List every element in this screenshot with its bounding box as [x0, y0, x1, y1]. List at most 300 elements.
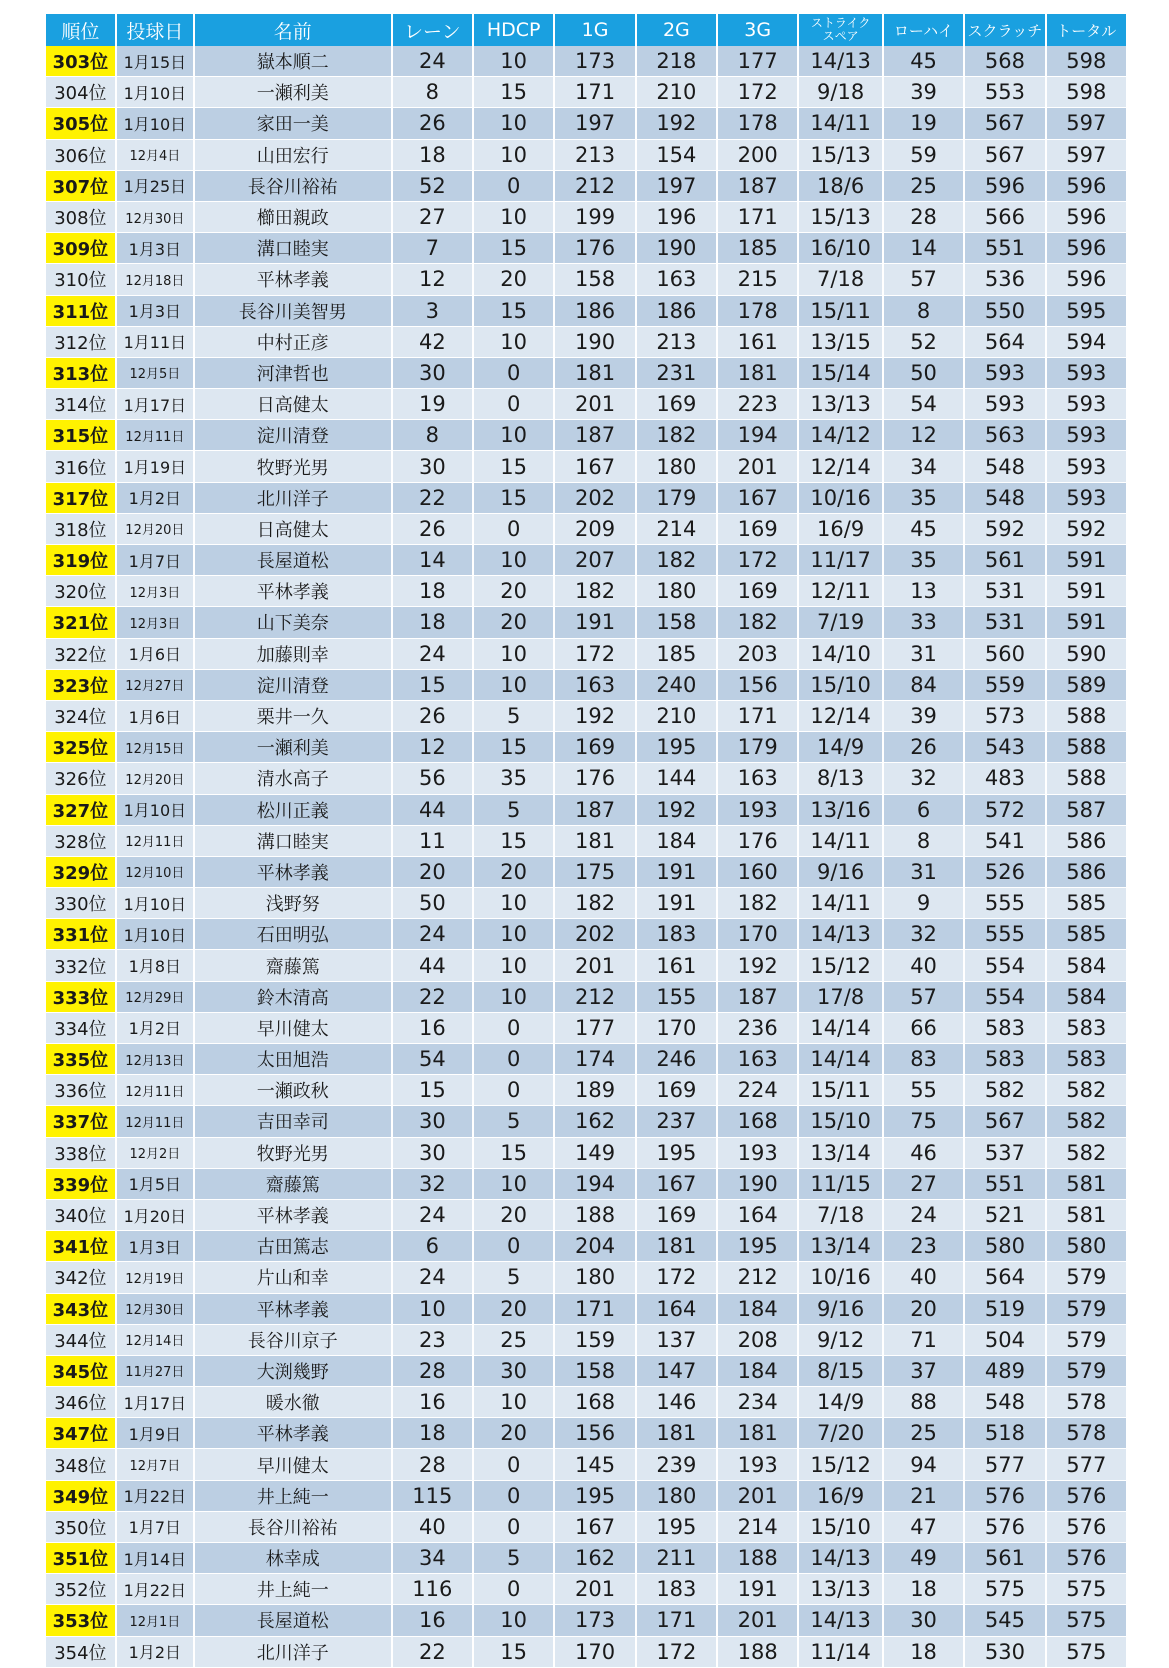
cell-game1: 168: [555, 1387, 634, 1418]
cell-hdcp: 10: [474, 202, 553, 233]
cell-strike-spare: 15/11: [799, 296, 882, 327]
cell-strike-spare: 7/19: [799, 607, 882, 638]
cell-game2: 237: [637, 1106, 716, 1137]
cell-name: 溝口睦実: [195, 826, 391, 857]
cell-low-high: 45: [884, 46, 963, 77]
cell-low-high: 50: [884, 358, 963, 389]
cell-date: 1月10日: [117, 77, 193, 108]
cell-strike-spare: 9/12: [799, 1325, 882, 1356]
cell-date: 1月10日: [117, 108, 193, 139]
cell-date: 12月11日: [117, 420, 193, 451]
cell-lane: 23: [393, 1325, 472, 1356]
cell-low-high: 23: [884, 1231, 963, 1262]
cell-low-high: 18: [884, 1574, 963, 1605]
header-lane: レーン: [393, 14, 472, 46]
table-row: [46, 1075, 1126, 1106]
cell-scratch: 575: [965, 1574, 1044, 1605]
cell-strike-spare: 14/9: [799, 732, 882, 763]
cell-lane: 12: [393, 264, 472, 295]
cell-date: 12月5日: [117, 358, 193, 389]
cell-low-high: 6: [884, 795, 963, 826]
cell-game3: 163: [718, 763, 797, 794]
cell-game1: 202: [555, 483, 634, 514]
cell-low-high: 24: [884, 1200, 963, 1231]
cell-game1: 199: [555, 202, 634, 233]
cell-game1: 162: [555, 1543, 634, 1574]
cell-name: 長谷川京子: [195, 1325, 391, 1356]
cell-game3: 201: [718, 1481, 797, 1512]
table-row: [46, 264, 1126, 295]
header-rank: 順位: [46, 14, 115, 46]
cell-game2: 158: [637, 607, 716, 638]
cell-rank: 332位: [46, 950, 115, 981]
cell-low-high: 37: [884, 1356, 963, 1387]
cell-game2: 181: [637, 1418, 716, 1449]
cell-game3: 163: [718, 1044, 797, 1075]
cell-rank: 317位: [46, 483, 115, 514]
cell-game2: 195: [637, 732, 716, 763]
cell-hdcp: 20: [474, 607, 553, 638]
cell-name: 北川洋子: [195, 1637, 391, 1668]
cell-total: 580: [1047, 1231, 1126, 1262]
cell-game3: 187: [718, 171, 797, 202]
cell-game2: 146: [637, 1387, 716, 1418]
cell-scratch: 554: [965, 982, 1044, 1013]
cell-game3: 172: [718, 545, 797, 576]
cell-name: 平林孝義: [195, 1294, 391, 1325]
cell-date: 1月3日: [117, 233, 193, 264]
cell-game1: 170: [555, 1637, 634, 1668]
cell-name: 井上純一: [195, 1481, 391, 1512]
cell-total: 575: [1047, 1574, 1126, 1605]
cell-game1: 158: [555, 1356, 634, 1387]
cell-game1: 201: [555, 950, 634, 981]
table-row: [46, 1044, 1126, 1075]
table-row: [46, 1387, 1126, 1418]
cell-scratch: 580: [965, 1231, 1044, 1262]
cell-date: 1月7日: [117, 1512, 193, 1543]
cell-total: 596: [1047, 202, 1126, 233]
cell-strike-spare: 15/14: [799, 358, 882, 389]
cell-date: 12月4日: [117, 140, 193, 171]
cell-game2: 182: [637, 420, 716, 451]
table-row: [46, 420, 1126, 451]
cell-strike-spare: 15/11: [799, 1075, 882, 1106]
table-row: [46, 1637, 1126, 1668]
cell-total: 582: [1047, 1075, 1126, 1106]
cell-rank: 330位: [46, 888, 115, 919]
cell-game3: 193: [718, 1449, 797, 1480]
cell-rank: 327位: [46, 795, 115, 826]
cell-scratch: 554: [965, 950, 1044, 981]
cell-game1: 192: [555, 701, 634, 732]
cell-rank: 306位: [46, 140, 115, 171]
cell-name: 井上純一: [195, 1574, 391, 1605]
cell-date: 11月27日: [117, 1356, 193, 1387]
cell-date: 1月10日: [117, 919, 193, 950]
cell-name: 山田宏行: [195, 140, 391, 171]
cell-game2: 214: [637, 514, 716, 545]
cell-rank: 337位: [46, 1106, 115, 1137]
cell-low-high: 32: [884, 919, 963, 950]
cell-game1: 187: [555, 795, 634, 826]
cell-name: 長谷川裕祐: [195, 1512, 391, 1543]
cell-game1: 212: [555, 982, 634, 1013]
cell-scratch: 541: [965, 826, 1044, 857]
cell-low-high: 35: [884, 483, 963, 514]
cell-low-high: 27: [884, 1169, 963, 1200]
cell-total: 579: [1047, 1262, 1126, 1293]
cell-lane: 44: [393, 950, 472, 981]
cell-hdcp: 15: [474, 826, 553, 857]
cell-date: 1月9日: [117, 1418, 193, 1449]
cell-game2: 170: [637, 1013, 716, 1044]
header-scratch: スクラッチ: [965, 14, 1044, 46]
cell-name: 大渕幾野: [195, 1356, 391, 1387]
cell-game1: 158: [555, 264, 634, 295]
table-row: [46, 732, 1126, 763]
cell-scratch: 550: [965, 296, 1044, 327]
cell-rank: 310位: [46, 264, 115, 295]
cell-low-high: 28: [884, 202, 963, 233]
cell-rank: 322位: [46, 639, 115, 670]
cell-lane: 30: [393, 1138, 472, 1169]
cell-scratch: 564: [965, 327, 1044, 358]
cell-lane: 10: [393, 1294, 472, 1325]
cell-scratch: 573: [965, 701, 1044, 732]
cell-scratch: 545: [965, 1605, 1044, 1636]
cell-game2: 155: [637, 982, 716, 1013]
cell-date: 12月13日: [117, 1044, 193, 1075]
cell-lane: 24: [393, 639, 472, 670]
cell-scratch: 536: [965, 264, 1044, 295]
cell-hdcp: 10: [474, 919, 553, 950]
cell-rank: 338位: [46, 1138, 115, 1169]
cell-strike-spare: 11/15: [799, 1169, 882, 1200]
cell-game2: 183: [637, 1574, 716, 1605]
cell-total: 575: [1047, 1637, 1126, 1668]
cell-low-high: 55: [884, 1075, 963, 1106]
cell-name: 浅野努: [195, 888, 391, 919]
header-hdcp: HDCP: [474, 14, 553, 46]
cell-lane: 20: [393, 857, 472, 888]
cell-game1: 201: [555, 1574, 634, 1605]
cell-scratch: 531: [965, 576, 1044, 607]
cell-strike-spare: 14/10: [799, 639, 882, 670]
cell-date: 1月2日: [117, 1637, 193, 1668]
cell-lane: 27: [393, 202, 472, 233]
cell-lane: 32: [393, 1169, 472, 1200]
cell-scratch: 555: [965, 919, 1044, 950]
cell-hdcp: 15: [474, 296, 553, 327]
cell-lane: 54: [393, 1044, 472, 1075]
cell-game3: 223: [718, 389, 797, 420]
cell-hdcp: 10: [474, 46, 553, 77]
cell-hdcp: 0: [474, 1481, 553, 1512]
table-row: [46, 888, 1126, 919]
cell-game1: 188: [555, 1200, 634, 1231]
cell-strike-spare: 9/16: [799, 857, 882, 888]
table-row: [46, 982, 1126, 1013]
cell-low-high: 40: [884, 1262, 963, 1293]
cell-name: 長谷川裕祐: [195, 171, 391, 202]
cell-hdcp: 5: [474, 1543, 553, 1574]
cell-scratch: 551: [965, 233, 1044, 264]
cell-name: 早川健太: [195, 1013, 391, 1044]
cell-rank: 315位: [46, 420, 115, 451]
cell-low-high: 25: [884, 171, 963, 202]
cell-game3: 195: [718, 1231, 797, 1262]
cell-total: 579: [1047, 1294, 1126, 1325]
cell-rank: 334位: [46, 1013, 115, 1044]
cell-scratch: 593: [965, 389, 1044, 420]
cell-name: 鈴木清高: [195, 982, 391, 1013]
cell-game3: 178: [718, 108, 797, 139]
header-date: 投球日: [117, 14, 193, 46]
cell-game1: 189: [555, 1075, 634, 1106]
cell-game2: 183: [637, 919, 716, 950]
cell-strike-spare: 13/14: [799, 1138, 882, 1169]
cell-game3: 181: [718, 358, 797, 389]
cell-game2: 181: [637, 1231, 716, 1262]
cell-name: 長屋道松: [195, 545, 391, 576]
table-row: [46, 1605, 1126, 1636]
cell-low-high: 13: [884, 576, 963, 607]
cell-name: 日高健太: [195, 389, 391, 420]
cell-lane: 22: [393, 1637, 472, 1668]
cell-scratch: 566: [965, 202, 1044, 233]
cell-name: 古田篤志: [195, 1231, 391, 1262]
cell-low-high: 71: [884, 1325, 963, 1356]
table-row: [46, 108, 1126, 139]
cell-game2: 197: [637, 171, 716, 202]
table-row: [46, 202, 1126, 233]
cell-game3: 201: [718, 451, 797, 482]
cell-hdcp: 15: [474, 483, 553, 514]
cell-game1: 180: [555, 1262, 634, 1293]
cell-hdcp: 5: [474, 795, 553, 826]
cell-lane: 8: [393, 77, 472, 108]
cell-strike-spare: 14/13: [799, 1605, 882, 1636]
cell-date: 1月2日: [117, 1013, 193, 1044]
cell-name: 櫛田親政: [195, 202, 391, 233]
table-row: [46, 483, 1126, 514]
cell-date: 12月11日: [117, 1106, 193, 1137]
cell-date: 12月3日: [117, 576, 193, 607]
table-row: [46, 1013, 1126, 1044]
ranking-table: [44, 14, 1128, 1668]
cell-game2: 196: [637, 202, 716, 233]
cell-strike-spare: 14/13: [799, 1543, 882, 1574]
cell-hdcp: 20: [474, 264, 553, 295]
cell-total: 582: [1047, 1138, 1126, 1169]
cell-strike-spare: 13/16: [799, 795, 882, 826]
cell-game2: 192: [637, 795, 716, 826]
cell-hdcp: 10: [474, 1169, 553, 1200]
cell-rank: 331位: [46, 919, 115, 950]
cell-total: 579: [1047, 1356, 1126, 1387]
cell-game3: 182: [718, 607, 797, 638]
cell-game2: 191: [637, 857, 716, 888]
cell-lane: 16: [393, 1387, 472, 1418]
cell-lane: 50: [393, 888, 472, 919]
cell-game1: 162: [555, 1106, 634, 1137]
cell-lane: 44: [393, 795, 472, 826]
cell-scratch: 583: [965, 1044, 1044, 1075]
cell-strike-spare: 15/12: [799, 950, 882, 981]
cell-scratch: 518: [965, 1418, 1044, 1449]
cell-date: 1月11日: [117, 327, 193, 358]
cell-game1: 177: [555, 1013, 634, 1044]
cell-hdcp: 10: [474, 108, 553, 139]
cell-rank: 336位: [46, 1075, 115, 1106]
cell-low-high: 14: [884, 233, 963, 264]
cell-scratch: 560: [965, 639, 1044, 670]
cell-date: 1月5日: [117, 1169, 193, 1200]
cell-scratch: 530: [965, 1637, 1044, 1668]
cell-rank: 321位: [46, 607, 115, 638]
cell-rank: 347位: [46, 1418, 115, 1449]
cell-lane: 3: [393, 296, 472, 327]
cell-scratch: 548: [965, 483, 1044, 514]
cell-game2: 147: [637, 1356, 716, 1387]
table-row: [46, 1543, 1126, 1574]
cell-name: 一瀬政秋: [195, 1075, 391, 1106]
cell-game1: 159: [555, 1325, 634, 1356]
cell-game3: 168: [718, 1106, 797, 1137]
cell-total: 585: [1047, 888, 1126, 919]
cell-game2: 154: [637, 140, 716, 171]
cell-name: 淀川清登: [195, 420, 391, 451]
cell-game3: 191: [718, 1574, 797, 1605]
cell-lane: 18: [393, 140, 472, 171]
cell-strike-spare: 12/14: [799, 701, 882, 732]
cell-lane: 22: [393, 483, 472, 514]
table-row: [46, 1574, 1126, 1605]
cell-total: 588: [1047, 732, 1126, 763]
cell-hdcp: 10: [474, 545, 553, 576]
cell-scratch: 559: [965, 670, 1044, 701]
cell-strike-spare: 14/14: [799, 1044, 882, 1075]
cell-game2: 246: [637, 1044, 716, 1075]
cell-rank: 309位: [46, 233, 115, 264]
cell-total: 581: [1047, 1169, 1126, 1200]
cell-hdcp: 20: [474, 857, 553, 888]
table-row: [46, 1418, 1126, 1449]
cell-hdcp: 10: [474, 327, 553, 358]
cell-hdcp: 15: [474, 77, 553, 108]
cell-low-high: 49: [884, 1543, 963, 1574]
cell-strike-spare: 13/13: [799, 1574, 882, 1605]
cell-lane: 26: [393, 701, 472, 732]
cell-rank: 339位: [46, 1169, 115, 1200]
cell-total: 591: [1047, 545, 1126, 576]
cell-game2: 192: [637, 108, 716, 139]
cell-game3: 193: [718, 795, 797, 826]
cell-game3: 194: [718, 420, 797, 451]
table-row: [46, 1294, 1126, 1325]
cell-game2: 172: [637, 1262, 716, 1293]
cell-total: 581: [1047, 1200, 1126, 1231]
cell-date: 1月6日: [117, 701, 193, 732]
cell-game2: 210: [637, 701, 716, 732]
cell-strike-spare: 12/14: [799, 451, 882, 482]
table-row: [46, 451, 1126, 482]
cell-low-high: 35: [884, 545, 963, 576]
cell-hdcp: 10: [474, 950, 553, 981]
cell-rank: 342位: [46, 1262, 115, 1293]
cell-name: 平林孝義: [195, 264, 391, 295]
cell-strike-spare: 16/9: [799, 514, 882, 545]
cell-total: 576: [1047, 1512, 1126, 1543]
cell-rank: 311位: [46, 296, 115, 327]
cell-hdcp: 20: [474, 1200, 553, 1231]
cell-hdcp: 0: [474, 1449, 553, 1480]
cell-strike-spare: 11/14: [799, 1637, 882, 1668]
cell-game2: 182: [637, 545, 716, 576]
cell-scratch: 483: [965, 763, 1044, 794]
cell-hdcp: 0: [474, 1231, 553, 1262]
cell-game2: 218: [637, 46, 716, 77]
header-name: 名前: [195, 14, 391, 46]
cell-low-high: 57: [884, 264, 963, 295]
cell-date: 12月14日: [117, 1325, 193, 1356]
cell-strike-spare: 12/11: [799, 576, 882, 607]
cell-scratch: 568: [965, 46, 1044, 77]
cell-date: 1月25日: [117, 171, 193, 202]
cell-hdcp: 15: [474, 233, 553, 264]
cell-hdcp: 10: [474, 1605, 553, 1636]
cell-rank: 325位: [46, 732, 115, 763]
cell-game2: 169: [637, 389, 716, 420]
cell-strike-spare: 8/13: [799, 763, 882, 794]
cell-total: 597: [1047, 108, 1126, 139]
cell-name: 齋藤篤: [195, 950, 391, 981]
cell-lane: 8: [393, 420, 472, 451]
cell-game3: 190: [718, 1169, 797, 1200]
table-row: [46, 545, 1126, 576]
cell-strike-spare: 14/9: [799, 1387, 882, 1418]
cell-low-high: 8: [884, 826, 963, 857]
table-row: [46, 1169, 1126, 1200]
cell-rank: 345位: [46, 1356, 115, 1387]
cell-strike-spare: 16/9: [799, 1481, 882, 1512]
cell-scratch: 548: [965, 451, 1044, 482]
cell-game2: 191: [637, 888, 716, 919]
cell-lane: 40: [393, 1512, 472, 1543]
cell-total: 585: [1047, 919, 1126, 950]
cell-date: 1月14日: [117, 1543, 193, 1574]
cell-lane: 116: [393, 1574, 472, 1605]
cell-game2: 210: [637, 77, 716, 108]
cell-name: 暖水徹: [195, 1387, 391, 1418]
cell-game3: 169: [718, 514, 797, 545]
cell-low-high: 25: [884, 1418, 963, 1449]
cell-hdcp: 30: [474, 1356, 553, 1387]
cell-strike-spare: 14/11: [799, 826, 882, 857]
cell-rank: 314位: [46, 389, 115, 420]
cell-game3: 171: [718, 701, 797, 732]
cell-total: 595: [1047, 296, 1126, 327]
cell-strike-spare: 14/11: [799, 888, 882, 919]
cell-game1: 202: [555, 919, 634, 950]
cell-game1: 175: [555, 857, 634, 888]
cell-strike-spare: 8/15: [799, 1356, 882, 1387]
cell-total: 593: [1047, 389, 1126, 420]
cell-lane: 24: [393, 919, 472, 950]
cell-game1: 176: [555, 763, 634, 794]
cell-game1: 145: [555, 1449, 634, 1480]
